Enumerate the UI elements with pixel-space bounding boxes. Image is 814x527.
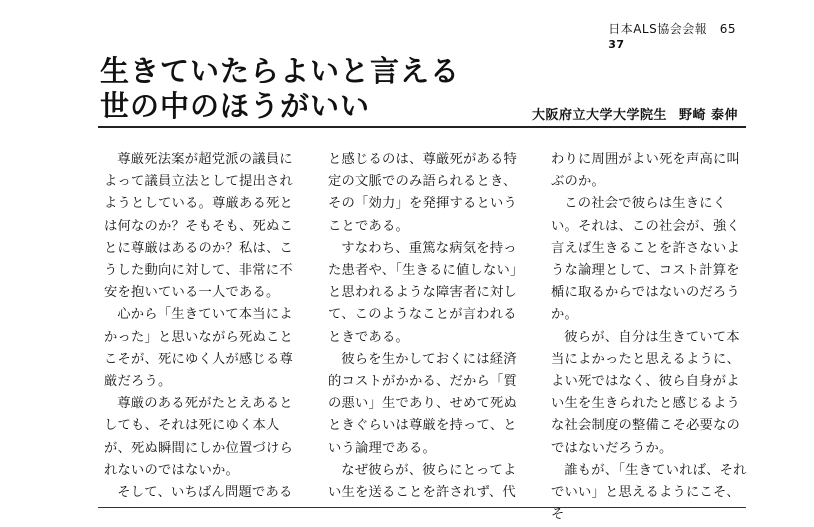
bottom-divider	[98, 507, 746, 508]
journal-name: 日本ALS協会会報 65	[608, 22, 736, 36]
author-byline	[532, 104, 738, 123]
author-name: 野崎 泰伸	[678, 108, 738, 123]
title-line-2: 世の中のほうがいい	[100, 89, 371, 123]
text-column-1	[104, 149, 300, 504]
paragraph: 彼らを生かしておくには経済的コストがかかる、だから「質の悪い」生であり、せめて死ぬときぐらいは尊厳を持って、という論理である。	[328, 351, 517, 456]
author-affiliation: 大阪府立大学大学院生	[531, 108, 667, 123]
paragraph: 尊厳死法案が超党派の議員によって議員立法として提出されようとしている。尊厳ある死とは何なのか？そもそも、死ぬことに尊厳はあるのか？私は、こうした動向に対して、非常に不安を抱いている一人である。	[104, 152, 293, 301]
paragraph: そして、いちばん問題である	[117, 485, 293, 501]
title-line-1: 生きていたらよいと言える	[100, 54, 461, 88]
paragraph: 誰もが、「生きていれば、それでいい」と思えるようにこそ、そ	[551, 462, 747, 523]
paragraph: 彼らが、自分は生きていて本当によかったと思えるように、よい死ではなく、彼ら自身がよい生を生きられたと感じるような社会制度の整備こそ必要なのではないだろうか。	[551, 329, 740, 456]
paragraph: と感じるのは、尊厳死がある特定の文脈でのみ語られるとき、その「効力」を発揮するということである。	[328, 152, 517, 234]
paragraph: なぜ彼らが、彼らにとってよい生を送ることを許されず、代	[328, 462, 517, 501]
paragraph: わりに周囲がよい死を声高に叫ぶのか。	[551, 152, 740, 190]
paragraph: この社会で彼らは生きにくい。それは、この社会が、強く言えば生きることを許さないような論理として、コスト計算を楯に取るからではないのだろうか。	[551, 196, 740, 323]
text-column-2	[328, 149, 524, 504]
issue-number: 37	[608, 38, 625, 51]
journal-header	[608, 22, 736, 52]
paragraph: 心から「生きていて本当によかった」と思いながら死ぬことこそが、死にゆく人が感じる尊厳だろう。	[104, 307, 293, 390]
text-column-3	[551, 149, 747, 526]
top-divider	[98, 126, 746, 128]
paragraph: 尊厳のある死がたとえあるとしても、それは死にゆく本人が、死ぬ瞬間にしか位置づけられないのではないか。	[104, 396, 293, 478]
paragraph: すなわち、重篤な病気を持った患者や、「生きるに値しない」と思われるような障害者に対して、このようなことが言われるときである。	[328, 240, 524, 345]
article-title	[100, 54, 460, 124]
